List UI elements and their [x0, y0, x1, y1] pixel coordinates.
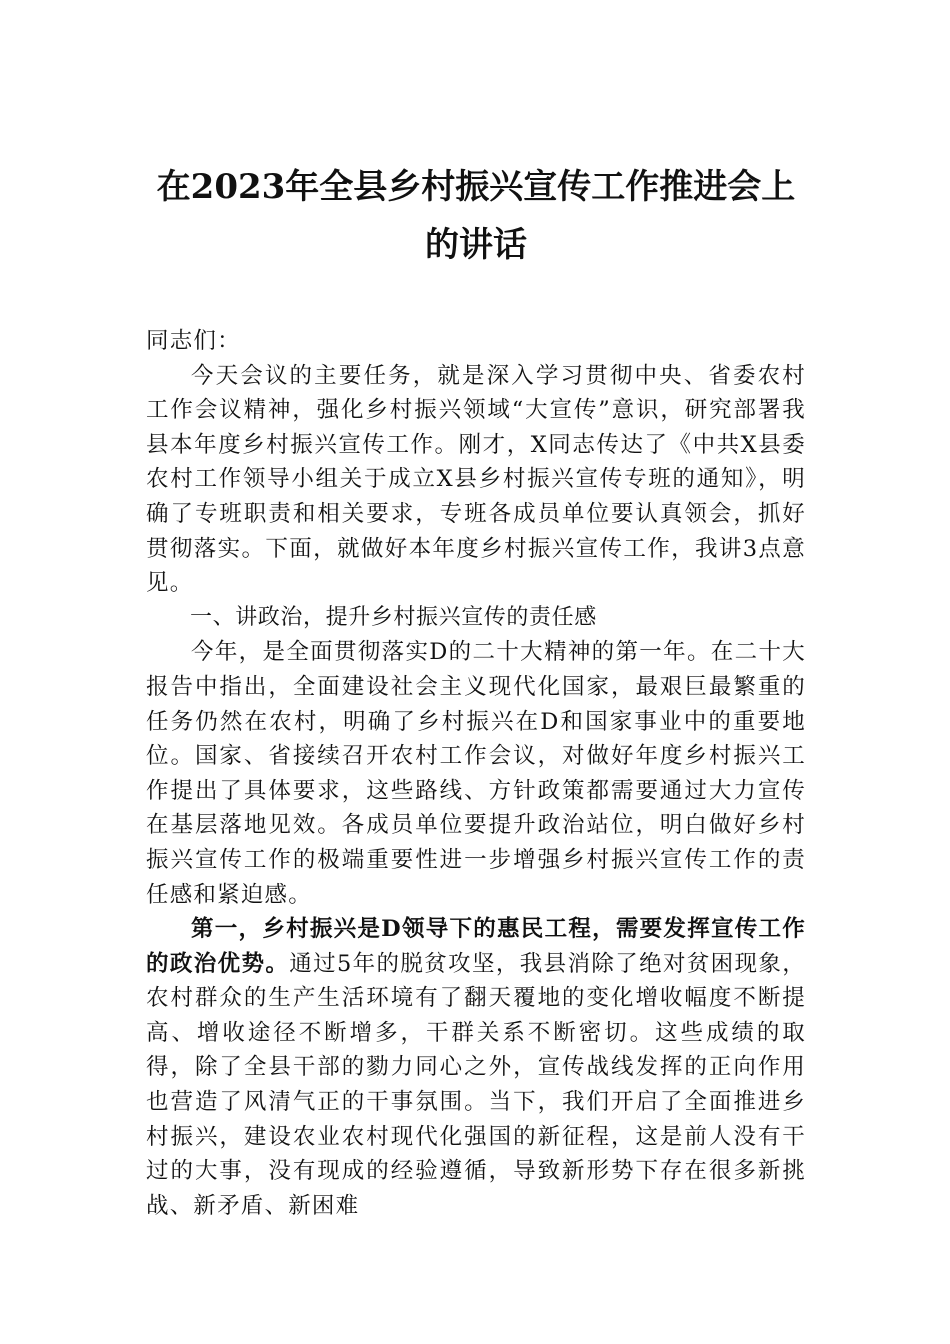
first-point-body: 通过5年的脱贫攻坚，我县消除了绝对贫困现象，农村群众的生产生活环境有了翻天覆地的变化增收幅度不断提高、增收途径不断增多，干群关系不断密切。这些成绩的取得，除了全县干部的勠力同心之外，宣传战线发挥的正向作用也营造了风清气正的干事氛围。当下，我们开启了全面推进乡村振兴，建设农业农村现代化强国的新征程，这是前人没有干过的大事，没有现成的经验遵循，导致新形势下存在很多新挑战、新矛盾、新困难: [146, 950, 806, 1219]
document-page: [146, 0, 806, 1223]
document-title: [146, 158, 806, 274]
salutation: 同志们：: [146, 328, 241, 354]
paragraph-politics: 今年，是全面贯彻落实D的二十大精神的第一年。在二十大报告中指出，全面建设社会主义现代化国家，最艰巨最繁重的任务仍然在农村，明确了乡村振兴在D和国家事业中的重要地位。国家、省接续召开农村工作会议，对做好年度乡村振兴工作提出了具体要求，这些路线、方针政策都需要通过大力宣传在基层落地见效。各成员单位要提升政治站位，明白做好乡村振兴宣传工作的极端重要性进一步增强乡村振兴宣传工作的责任感和紧迫感。: [146, 639, 806, 908]
title-line-2: 的讲话: [425, 225, 527, 265]
first-point-lead: 第一，乡村振兴是D领导下的惠民工程，需要发挥宣传工作的政治优势。: [146, 916, 806, 977]
section-heading-1: 一、讲政治，提升乡村振兴宣传的责任感: [190, 604, 597, 630]
paragraph-intro: 今天会议的主要任务，就是深入学习贯彻中央、省委农村工作会议精神，强化乡村振兴领域“大宣传”意识，研究部署我县本年度乡村振兴宣传工作。刚才，X同志传达了《中共X县委农村工作领导小组关于成立X县乡村振兴宣传专班的通知》，明确了专班职责和相关要求，专班各成员单位要认真领会，抓好贯彻落实。下面，就做好本年度乡村振兴宣传工作，我讲3点意见。: [146, 362, 806, 597]
paragraph-first-point: [146, 912, 806, 1223]
title-line-1: 在2023年全县乡村振兴宣传工作推进会上: [156, 167, 796, 207]
document-body: [146, 324, 806, 1223]
